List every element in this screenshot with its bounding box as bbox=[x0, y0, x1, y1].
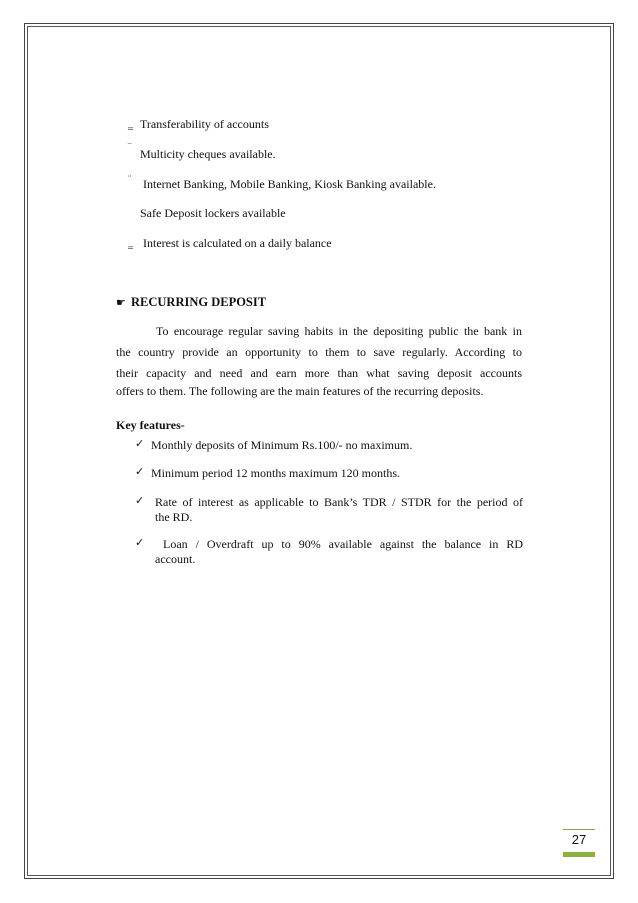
bullet-marker: ¨ bbox=[128, 174, 132, 185]
bullet-interest: Interest is calculated on a daily balance bbox=[143, 236, 332, 250]
page-number-rule bbox=[563, 829, 595, 830]
bullet-marker: ‗ bbox=[128, 119, 133, 130]
section-title: RECURRING DEPOSIT bbox=[131, 295, 267, 309]
checkmark-icon: ✓ bbox=[135, 494, 145, 507]
bullet-transferability: Transferability of accounts bbox=[140, 117, 269, 131]
bullet-multicity: Multicity cheques available. bbox=[140, 147, 276, 161]
paragraph-line: offers to them. The following are the main features of the recurring deposits. bbox=[116, 384, 484, 398]
hand-pointing-icon: ☛ bbox=[116, 296, 126, 309]
bullet-marker: ‾ bbox=[128, 144, 132, 155]
key-features-title: Key features- bbox=[116, 418, 185, 432]
checkmark-icon: ✓ bbox=[135, 536, 145, 549]
checkmark-icon: ✓ bbox=[135, 465, 145, 478]
feature-loan-overdraft: Loan / Overdraft up to 90% available against the balance in RD bbox=[163, 537, 523, 551]
feature-minimum-period: Minimum period 12 months maximum 120 months. bbox=[151, 466, 400, 480]
bullet-safe-deposit: Safe Deposit lockers available bbox=[140, 206, 286, 220]
feature-monthly-deposits: Monthly deposits of Minimum Rs.100/- no maximum. bbox=[151, 438, 413, 452]
paragraph-line: To encourage regular saving habits in the depositing public the bank in bbox=[156, 324, 522, 338]
page-number: 27 bbox=[571, 832, 587, 847]
feature-loan-overdraft-cont: account. bbox=[155, 552, 196, 566]
feature-rate-of-interest-cont: the RD. bbox=[155, 510, 193, 524]
checkmark-icon: ✓ bbox=[135, 437, 145, 450]
paragraph-line: the country provide an opportunity to them to save regularly. According to bbox=[116, 345, 522, 359]
feature-rate-of-interest: Rate of interest as applicable to Bank’s TDR / STDR for the period of bbox=[155, 495, 523, 509]
paragraph-line: their capacity and need and earn more than what saving deposit accounts bbox=[116, 366, 522, 380]
bullet-internet-banking: Internet Banking, Mobile Banking, Kiosk Banking available. bbox=[143, 177, 436, 191]
bullet-marker: ‗ bbox=[128, 238, 133, 249]
page-number-bar bbox=[563, 852, 595, 857]
